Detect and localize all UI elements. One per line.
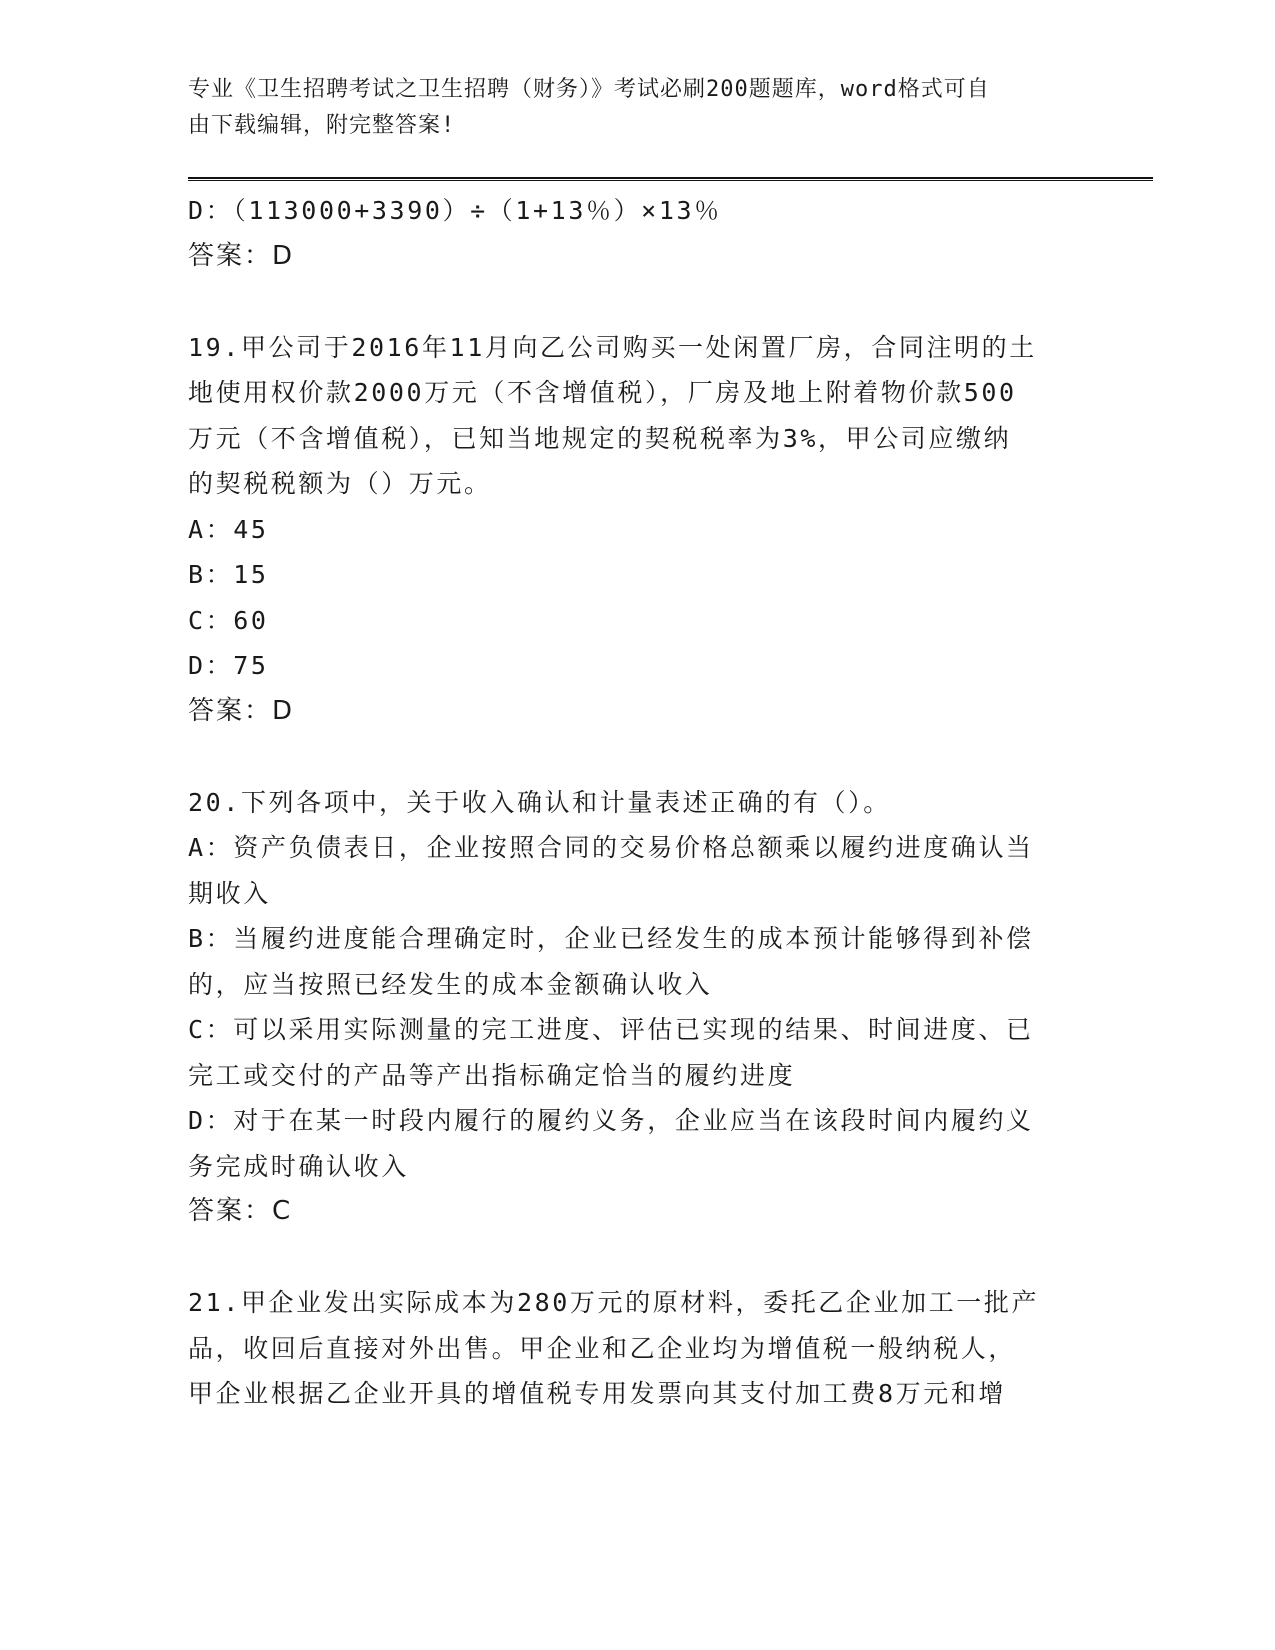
question-20-option-a-cont: 期收入: [188, 878, 271, 908]
header-line-1: 专业《卫生招聘考试之卫生招聘（财务）》考试必刷200题题库，word格式可自: [188, 77, 990, 102]
spacer: [188, 279, 1073, 325]
question-21-text-3: 甲企业根据乙企业开具的增值税专用发票向其支付加工费8万元和增: [188, 1379, 1007, 1408]
document-body: [188, 188, 1073, 1417]
question-20-option-c-cont: 完工或交付的产品等产出指标确定恰当的履约进度: [188, 1060, 796, 1090]
question-21-text-2: 品，收回后直接对外出售。甲企业和乙企业均为增值税一般纳税人，: [188, 1333, 1017, 1363]
question-20-option-a: A：资产负债表日，企业按照合同的交易价格总额乘以履约进度确认当: [188, 833, 1034, 862]
question-19: [188, 325, 1073, 735]
question-20-answer: 答案：C: [188, 1196, 293, 1226]
question-19-answer: 答案：D: [188, 695, 295, 726]
spacer: [188, 1235, 1073, 1281]
question-19-option-a: A：45: [188, 514, 269, 544]
spacer: [188, 734, 1073, 780]
prev-option-d: D：（113000+3390）÷（1+13％）×13％: [188, 196, 722, 225]
header-divider: [188, 177, 1153, 181]
page-header: [188, 72, 1068, 144]
question-19-option-b: B：15: [188, 560, 269, 589]
question-20-option-d-cont: 务完成时确认收入: [188, 1151, 409, 1181]
question-19-text-2: 地使用权价款2000万元（不含增值税），厂房及地上附着物价款500: [188, 378, 1017, 407]
question-20-option-b: B：当履约进度能合理确定时，企业已经发生的成本预计能够得到补偿: [188, 924, 1034, 953]
question-19-option-d: D：75: [188, 651, 269, 680]
question-21-text-1: 21.甲企业发出实际成本为280万元的原材料，委托乙企业加工一批产: [188, 1288, 1040, 1317]
question-20-text-1: 20.下列各项中，关于收入确认和计量表述正确的有（）。: [188, 787, 891, 817]
question-20: [188, 780, 1073, 1235]
prev-answer: 答案：D: [188, 240, 295, 271]
question-19-text-1: 19.甲公司于2016年11月向乙公司购买一处闲置厂房，合同注明的土: [188, 332, 1037, 362]
question-20-option-d: D：对于在某一时段内履行的履约义务，企业应当在该段时间内履约义: [188, 1106, 1034, 1135]
question-20-option-b-cont: 的，应当按照已经发生的成本金额确认收入: [188, 969, 713, 999]
question-21: [188, 1280, 1073, 1417]
question-20-option-c: C：可以采用实际测量的完工进度、评估已实现的结果、时间进度、已: [188, 1015, 1034, 1044]
question-19-option-c: C：60: [188, 605, 269, 635]
header-line-2: 由下载编辑，附完整答案!: [188, 113, 456, 138]
question-19-text-4: 的契税税额为（）万元。: [188, 469, 492, 498]
question-19-text-3: 万元（不含增值税），已知当地规定的契税税率为3%，甲公司应缴纳: [188, 423, 1012, 453]
